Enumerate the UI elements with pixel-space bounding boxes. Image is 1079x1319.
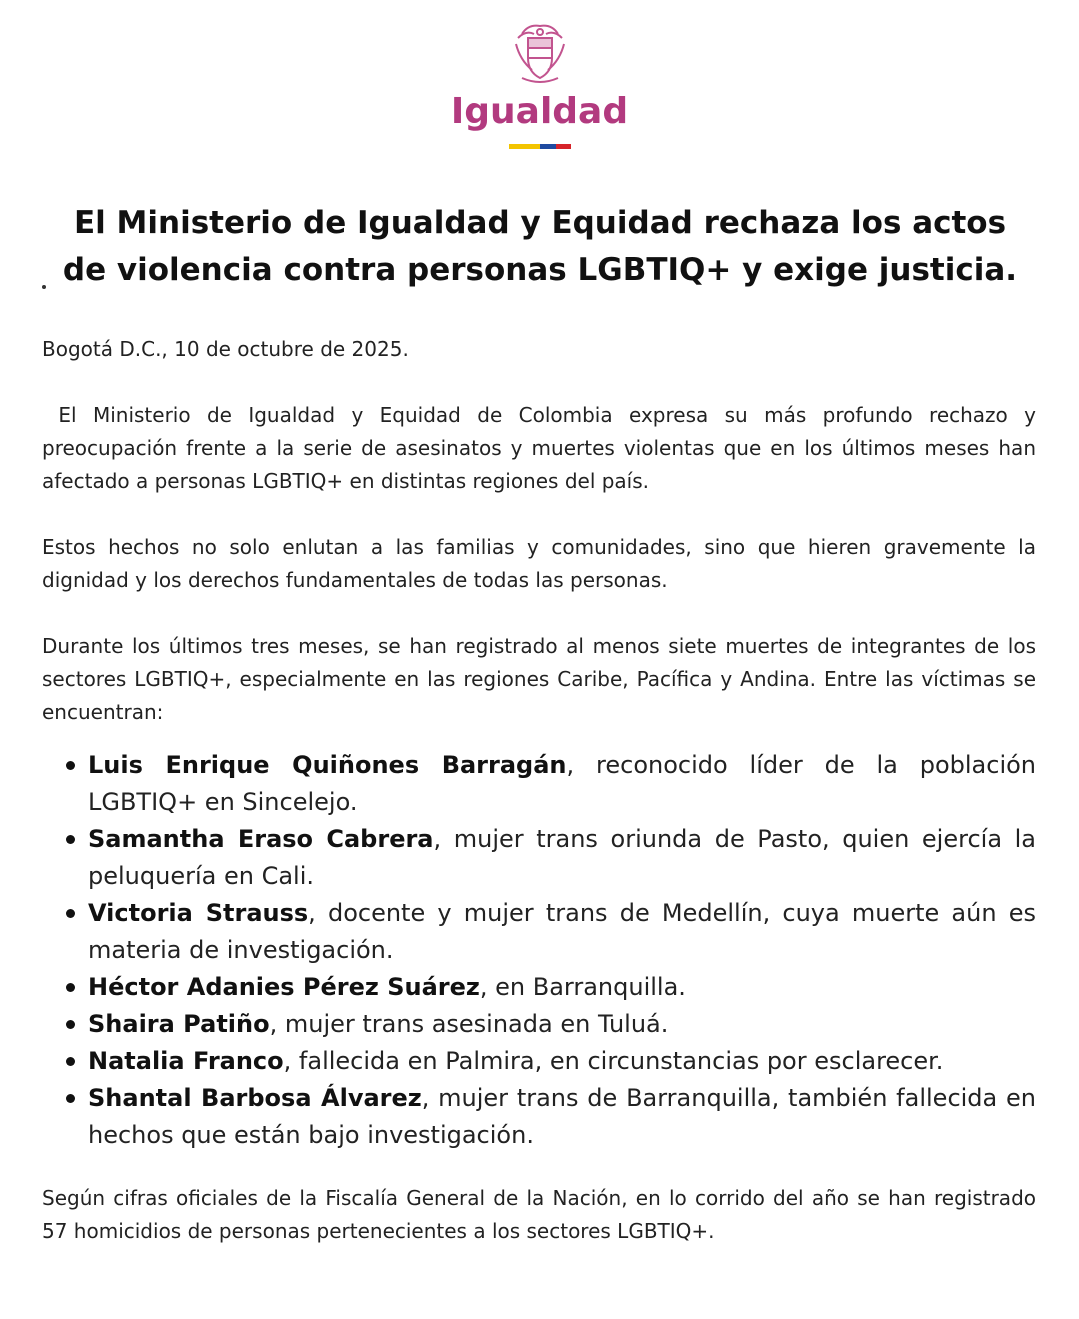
headline-line-1: El Ministerio de Igualdad y Equidad rechaza los actos <box>73 205 1007 241</box>
colombia-coat-of-arms-icon <box>508 20 572 88</box>
victims-list <box>42 747 1036 1154</box>
victim-name: Samantha Eraso Cabrera <box>88 825 434 853</box>
victim-name: Héctor Adanies Pérez Suárez <box>88 973 480 1001</box>
stray-dot <box>42 285 46 289</box>
bullet-icon <box>66 909 75 918</box>
list-item <box>42 1080 1036 1154</box>
colombia-flag-stripe <box>509 144 571 149</box>
list-item <box>42 1043 1036 1080</box>
victim-detail: , docente y mujer trans de Medellín, cuya muerte aún es materia de investigación. <box>88 899 1037 964</box>
victim-detail: , mujer trans asesinada en Tuluá. <box>269 1010 669 1038</box>
bullet-icon <box>66 1020 75 1029</box>
victim-name: Shaira Patiño <box>88 1010 270 1038</box>
list-item <box>42 1006 1036 1043</box>
victim-name: Shantal Barbosa Álvarez <box>88 1084 422 1112</box>
bullet-icon <box>66 983 75 992</box>
victim-detail: , mujer trans de Barranquilla, también fallecida en hechos que están bajo investigación. <box>88 1084 1036 1149</box>
victim-name: Luis Enrique Quiñones Barragán <box>88 751 567 779</box>
paragraph-intro: El Ministerio de Igualdad y Equidad de Colombia expresa su más profundo rechazo y preocupación frente a la serie de asesinatos y muertes violentas que en los últimos meses han afectado a personas LGBTIQ+ en distintas regiones del país. <box>42 403 1043 493</box>
paragraph-victims-intro: Durante los últimos tres meses, se han registrado al menos siete muertes de integrantes de los sectores LGBTIQ+, especialmente en las regiones Caribe, Pacífica y Andina. Entre las víctimas se encuentran: <box>42 634 1036 724</box>
date-line: Bogotá D.C., 10 de octubre de 2025. <box>42 337 409 361</box>
bullet-icon <box>66 1057 75 1066</box>
letterhead <box>0 20 1079 149</box>
victim-detail: , mujer trans oriunda de Pasto, quien ejercía la peluquería en Cali. <box>88 825 1036 890</box>
brand-wordmark: Igualdad <box>450 91 629 132</box>
victim-detail: , reconocido líder de la población LGBTIQ+ en Sincelejo. <box>88 751 1037 816</box>
victim-detail: , fallecida en Palmira, en circunstancias por esclarecer. <box>283 1047 944 1075</box>
list-item <box>42 969 1036 1006</box>
press-release-headline <box>60 200 1020 294</box>
list-item <box>42 821 1036 895</box>
victim-name: Natalia Franco <box>88 1047 284 1075</box>
paragraph-impact: Estos hechos no solo enlutan a las familias y comunidades, sino que hieren gravemente la dignidad y los derechos fundamentales de todas las personas. <box>42 535 1036 592</box>
list-item <box>42 895 1036 969</box>
bullet-icon <box>66 1094 75 1103</box>
press-release-body <box>42 333 1043 1248</box>
victim-name: Victoria Strauss <box>88 899 309 927</box>
victim-detail: , en Barranquilla. <box>479 973 686 1001</box>
list-item <box>42 747 1036 821</box>
bullet-icon <box>66 835 75 844</box>
paragraph-closing: Según cifras oficiales de la Fiscalía General de la Nación, en lo corrido del año se han registrado 57 homicidios de personas pertenecientes a los sectores LGBTIQ+. <box>42 1186 1036 1243</box>
headline-line-2: de violencia contra personas LGBTIQ+ y exige justicia. <box>62 252 1018 288</box>
bullet-icon <box>66 761 75 770</box>
